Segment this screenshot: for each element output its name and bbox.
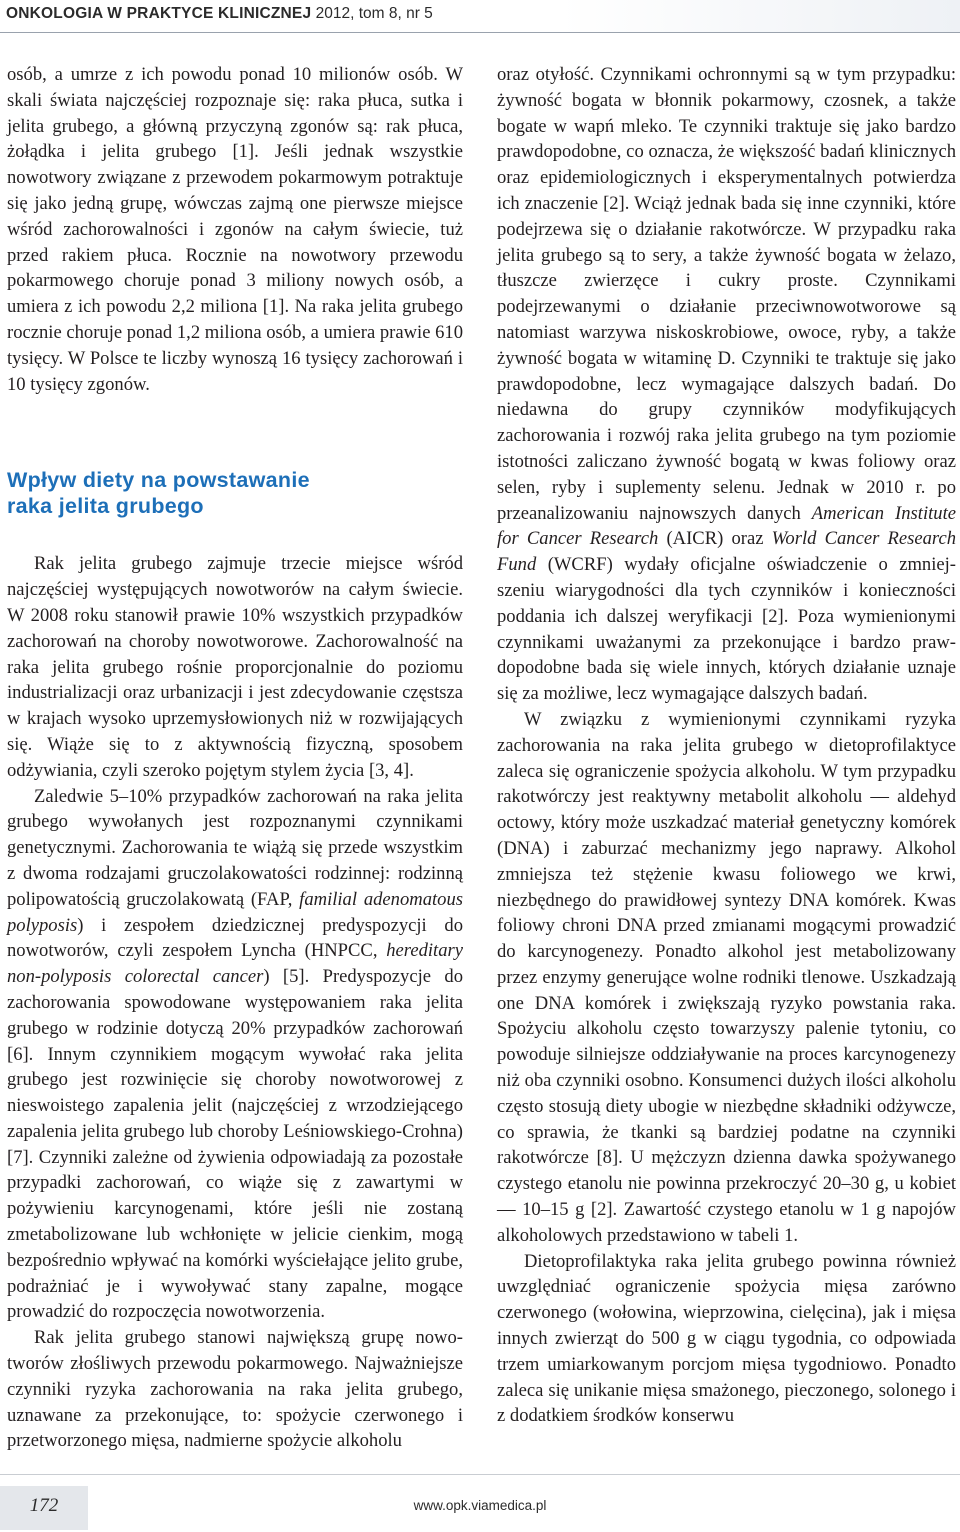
text-run: oraz otyłość. Czynnikami ochronnymi są w tym przypadku: żywność bogata w błonnik pokarmowy, czosnek, a także bogate w wapń mleko. Te czynniki traktuje się jako bardzo prawdopodobne, co oznacza, że większość badań klinicznych oraz epidemiologicznych i eksperymentalnych potwierdza ich znaczenie [2]. Wciąż jednak bada się inne czynniki, które podejrzewa się o działanie rakotwórcze. W przypadku raka jelita grubego są to sery, a także żywność bogata w żelazo, tłuszcze zwierzęce i cukry proste. Czynnikami podejrzewanymi o działanie przeciwnowotworowe są natomiast warzywa niskoskrobiowe, owoce, ryby, a także żywność bogata w witaminę D. Czynniki te traktuje się jako prawdopodobne, lecz wymagające dalszych badań. Do niedawna do grupy czynników modyfikujących zachorowania i rozwój raka jelita grubego na tym poziomie istotności zaliczano żywność bogatą w kwas foliowy oraz selen, ryby i suplementy selenu. Jednak w 2010 r. po przeanalizowaniu najnowszych danych (497, 64, 956, 524)
left-column (7, 62, 463, 1454)
page-number: 172 (29, 1495, 59, 1516)
paragraph (497, 62, 956, 707)
section-heading-line: Wpływ diety na powstawanie (7, 468, 310, 493)
italic-term: hereditary non-polyposis colorectal cancer (7, 940, 463, 988)
section-heading (7, 467, 463, 519)
italic-term: American Institute for Cancer Research (497, 502, 956, 550)
paragraph: W związku z wymienionymi czynnikami ryzyka zachorowania na raka jelita grubego w dietoprofilaktyce zaleca się ograniczenie spożycia alkoholu. W tym przypadku rakotwórczy jest reaktywny metabolit alkoholu — aldehyd octowy, który może uszkadzać materiał genetyczny komórek (DNA) i zaburzać mechanizmy jego naprawy. Alkohol zmniejsza też stężenie kwasu foliowego we krwi, niezbędnego do prawidłowej syntezy DNA komórek. Kwas foliowy chroni DNA przed zmianami mogącymi prowadzić do karcynogenezy. Ponadto alkohol jest metabolizowany przez enzymy generujące wolne rodniki tlenowe. Uszkadzają one DNA komórek i zwiększają ryzyko powstania raka. Spożyciu alkoholu często towarzyszy palenie tytoniu, co powoduje silniejsze oddziaływanie na proces karcynogenezy niż oba czynniki osobno. Konsumenci dużych ilości alkoholu często stosują diety ubogie w niezbędne składniki odżywcze, co sprawia, że tkanki są bardziej podatne na czynniki rakotwórcze [8]. U mężczyzn dzienna dawka spożywanego czystego etanolu nie powinna przekroczyć 20–30 g, u kobiet — 10–15 g [2]. Zawartość czystego etanolu w 1 g napojów alkoholowych przedstawiono w tabeli 1. (497, 708, 956, 1246)
text-run: (AICR) oraz (658, 528, 772, 550)
text-run: ) i zespołem dziedzicznej predyspozycji do nowotworów, czyli zespołem Lyncha (HNPCC, (7, 914, 463, 962)
paragraph: osób, a umrze z ich powodu ponad 10 milionów osób. W skali świata najczęściej rozpoznaje się: raka płuca, sutka i jelita grubego, a główną przyczyną zgonów są: rak płuca, żołądka i jelita grubego [1]. Jeśli jednak wszystkie nowotwory związane z przewodem pokarmowym potraktuje się jako jedną grupę, wówczas zajmą one pierwsze miejsce wśród zachorowalności i zgonów na całym świecie, tuż przed rakiem płuca. Rocznie na nowotwory przewodu pokarmowego choruje ponad 3 miliony nowych osób, a umiera z ich powodu 2,2 miliona [1]. Na raka jelita grubego rocznie choruje ponad 1,2 miliona osób, a umiera prawie 610 tysięcy. W Polsce te liczby wynoszą 16 tysięcy zachorowań i 10 tysięcy zgonów. (7, 64, 463, 395)
paragraph: Dietoprofilaktyka raka jelita grubego powinna również uwzględniać ograniczenie spożycia mięsa zarówno czerwonego (wołowina, wieprzowina, cielęcina), jak i mięsa innych zwierząt do 500 g w ciągu tygodnia, co odpowiada trzem umiarkowanym porcjom mięsa tygodniowo. Ponadto zaleca się unikanie mięsa smażonego, pieczonego, solonego i z dodatkiem środków konserwu (497, 1250, 956, 1427)
footer-url[interactable]: www.opk.viamedica.pl (413, 1498, 547, 1513)
paragraph (7, 784, 463, 1326)
header-citation (6, 5, 433, 23)
text-run: Zaledwie 5–10% przypadków zachorowań na raka jelita grubego wywołanych jest rozpoznanymi czynnikami genetycznymi. Zachorowania te wiążą się przede wszystkim z dwoma rodzajami gruczolakowatości rodzinnej: rodzinną polipowatością gruczolakowatą (FAP, (7, 785, 463, 910)
right-column (497, 62, 956, 1429)
running-header (0, 0, 960, 33)
section-heading-line: raka jelita grubego (7, 494, 204, 519)
journal-issue: 2012, tom 8, nr 5 (311, 5, 433, 22)
text-run: (WCRF) wydały oficjalne oświadczenie o zmniejszeniu wiarygodności dla tych czynników i konieczności poddania ich dalszej weryfikacji [2]. Poza wymienionymi czynnikami uważanymi za przekonujące i bardzo prawdopodobne bada się wiele innych, których działanie uznaje się za możliwe, lecz wymagające dalszych badań. (497, 554, 956, 705)
italic-term: World Cancer Research Fund (497, 528, 957, 576)
italic-term: familial adenomatous polyposis (7, 888, 463, 936)
journal-title: ONKOLOGIA W PRAKTYCE KLINICZNEJ (6, 5, 312, 22)
paragraph: Rak jelita grubego stanowi największą grupę nowotworów złośliwych przewodu pokarmowego. Najważniejsze czynniki ryzyka zachorowania na raka jelita grubego, uznawane za przekonujące, to: spożycie czerwonego i przetworzonego mięsa, nadmierne spożycie alkoholu (7, 1327, 463, 1452)
paragraph: Rak jelita grubego zajmuje trzecie miejsce wśród najczęściej występujących nowotworów na całym świecie. W 2008 roku stanowił prawie 10% wszystkich przypadków zachorowań na choroby nowotworowe. Zachorowalność na raka jelita grubego rośnie proporcjonalnie do poziomu industrializacji oraz urbanizacji i jest zdecydowanie częstsza w krajach wysoko uprzemysłowionych niż w rozwijających się. Wiąże się to z aktywnością fizyczną, sposobem odżywiania, czyli szeroko pojętym stylem życia [3, 4]. (7, 553, 463, 781)
footer-divider (0, 1474, 960, 1475)
text-run: ) [5]. Predyspozycje do zachorowania spowodowane występowaniem raka jelita grubego w rodzinie dotyczą 20% przypadków zachorowań [6]. Innym czynnikiem mogącym wywołać raka jelita grubego jest rozwinięcie się choroby nowotworowej z nieswoistego zapalenia jelit (najczęściej z wrzodziejącego zapalenia jelita grubego lub choroby Leśniowskiego-Crohna) [7]. Czynniki zależne od żywienia odpowiadają za pozostałe przypadki zachorowań, co wiąże się z zawartymi w pożywieniu karcynogenami, które jeśli nie zostaną zmetabolizowane lub wchłonięte w jelicie cienkim, mogą bezpośrednio wpływać na komórki wyściełające jelito grube, podrażniać je i wywoływać stany zapalne, mogące prowadzić do rozpoczęcia nowotworzenia. (7, 966, 463, 1323)
